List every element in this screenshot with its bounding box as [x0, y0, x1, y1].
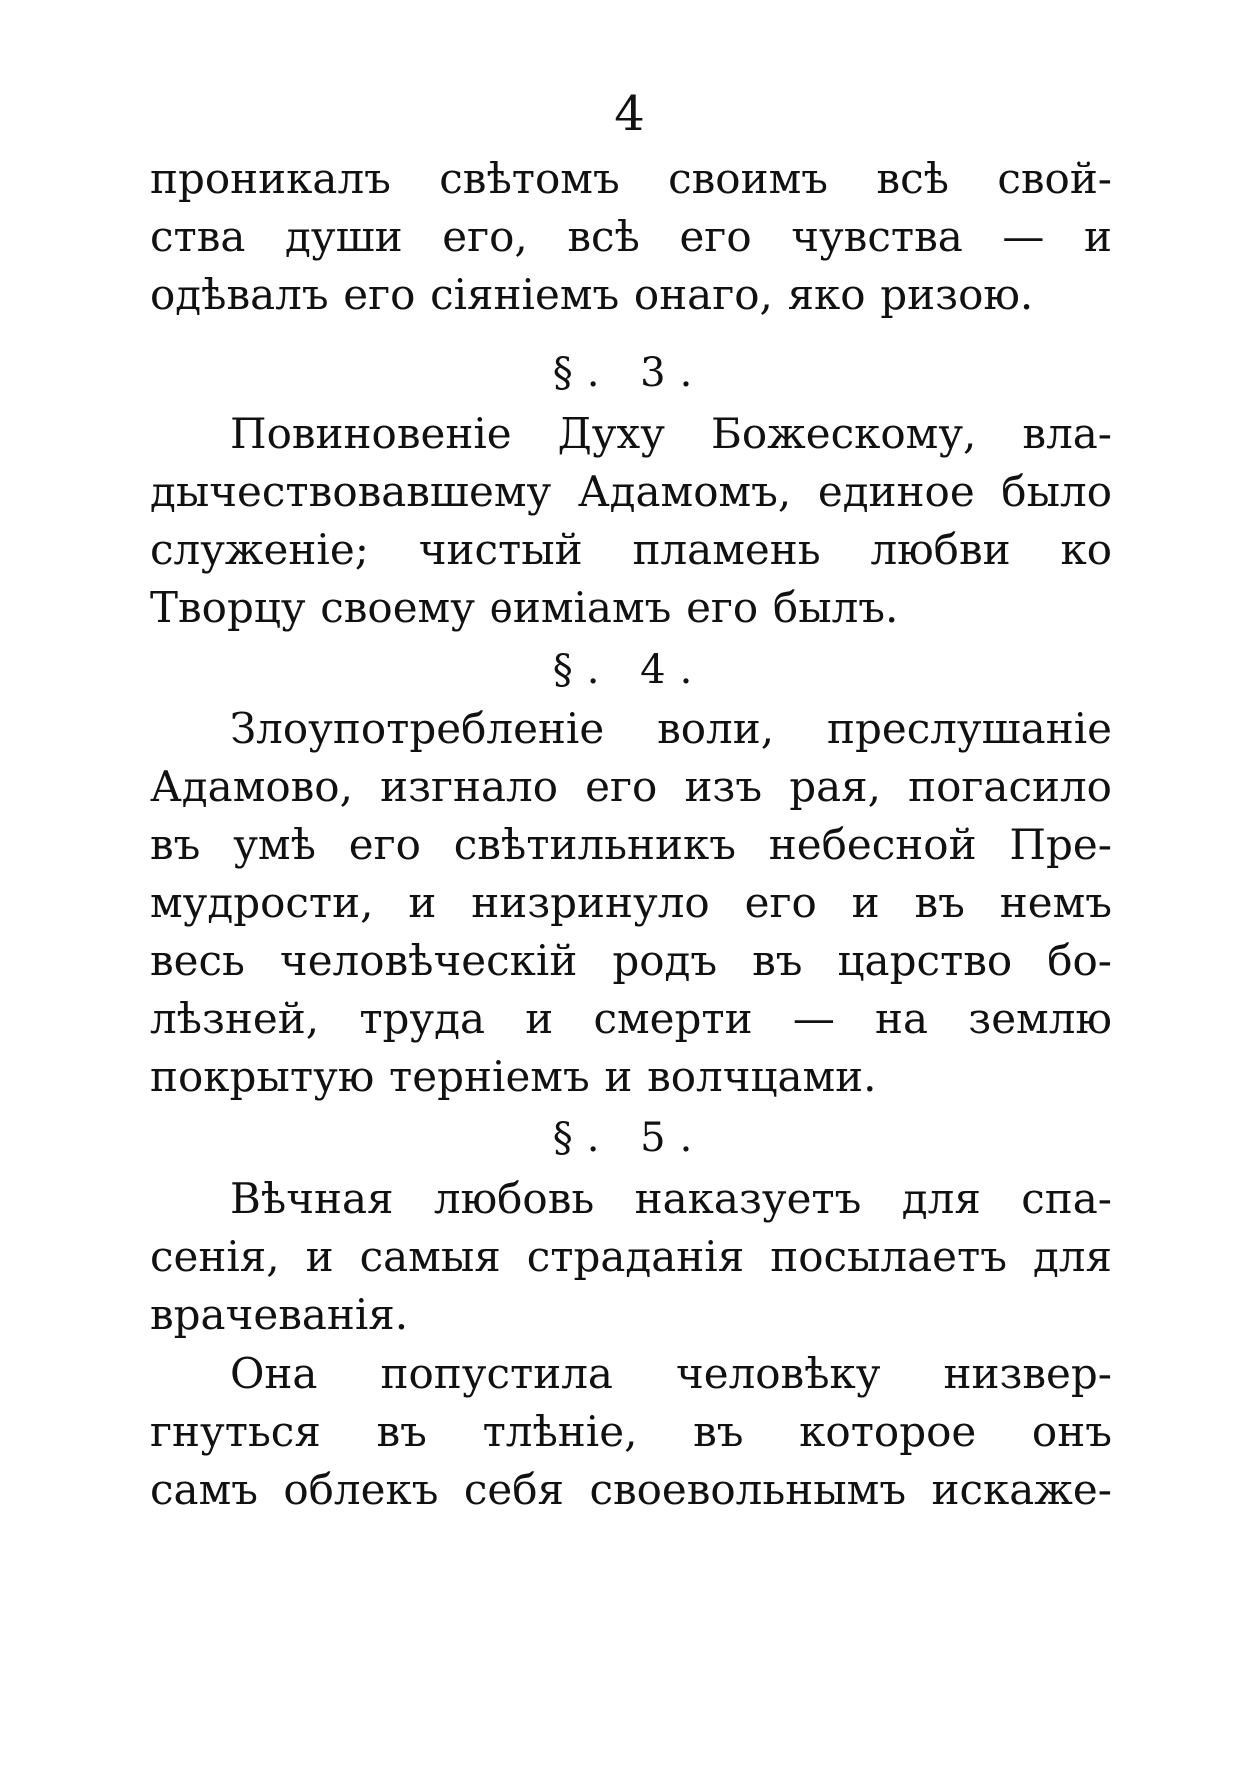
word: Повиновеніе: [230, 409, 512, 458]
word: изъ: [684, 762, 763, 811]
word: себя: [463, 1465, 565, 1514]
word: въ: [752, 936, 803, 985]
section-5-paragraph-1: [150, 1170, 1112, 1344]
word: самыя: [359, 1232, 501, 1281]
word: труда: [359, 994, 486, 1043]
word: врачеванія.: [150, 1290, 409, 1339]
word: его: [744, 878, 817, 927]
word: служеніе;: [150, 525, 369, 574]
word: въ: [693, 1407, 744, 1456]
word: Вѣчная: [230, 1174, 394, 1223]
word: искаже-: [931, 1465, 1112, 1514]
text-line: [150, 1170, 1112, 1228]
word: своему: [320, 583, 475, 632]
word: чувства: [791, 212, 963, 261]
text-line: [150, 579, 1112, 637]
word: его: [679, 212, 752, 261]
word: самъ: [150, 1465, 258, 1514]
section-5-paragraph-2: [150, 1345, 1112, 1519]
word: въ: [376, 1407, 427, 1456]
word: преслушаніе: [826, 704, 1112, 753]
word: и: [604, 1052, 633, 1101]
word: Пре-: [1009, 820, 1112, 869]
word: и: [305, 1232, 334, 1281]
word: наказуетъ: [634, 1174, 862, 1223]
word: ства: [150, 212, 246, 261]
text-line: [150, 816, 1112, 874]
word: было: [1001, 467, 1112, 516]
word: Злоупотребленіе: [230, 704, 605, 753]
word: всѣ: [876, 154, 949, 203]
word: смерти: [593, 994, 753, 1043]
word: вла-: [1022, 409, 1112, 458]
word: и: [1083, 212, 1112, 261]
text-line: [150, 208, 1112, 266]
word: изгнало: [380, 762, 558, 811]
word: и: [525, 994, 554, 1043]
word: человѣку: [675, 1349, 881, 1398]
text-line: [150, 521, 1112, 579]
text-line: [150, 1345, 1112, 1403]
word: дычествовавшему: [150, 467, 552, 516]
word: сіяніемъ: [430, 270, 620, 319]
word: погасило: [908, 762, 1112, 811]
text-line: [150, 758, 1112, 816]
word: его: [686, 583, 759, 632]
text-line: [150, 463, 1112, 521]
word: покрытую: [150, 1052, 375, 1101]
text-line: [150, 700, 1112, 758]
word: единое: [817, 467, 975, 516]
word: ко: [1060, 525, 1112, 574]
word: —: [1002, 212, 1045, 261]
page-number: 4: [614, 86, 645, 142]
word: свѣтомъ: [439, 154, 620, 203]
word: Она: [230, 1349, 318, 1398]
word: Творцу: [150, 583, 306, 632]
word: его,: [442, 212, 528, 261]
word: воли,: [657, 704, 775, 753]
word: царство: [837, 936, 1013, 985]
section-heading-5: §. 5.: [552, 1115, 707, 1161]
word: чистый: [418, 525, 583, 574]
word: Адамово,: [150, 762, 353, 811]
word: низринуло: [471, 878, 710, 927]
word: Божескому,: [710, 409, 977, 458]
paragraph-continuation: [150, 150, 1112, 324]
word: лѣзней,: [150, 994, 320, 1043]
text-line: [150, 1403, 1112, 1461]
text-line: [150, 932, 1112, 990]
word: въ: [150, 820, 201, 869]
word: сенія,: [150, 1232, 280, 1281]
word: волчцами.: [647, 1052, 877, 1101]
word: ѳиміамъ: [489, 583, 672, 632]
word: тлѣніе,: [482, 1407, 638, 1456]
word: его: [348, 820, 421, 869]
word: его: [343, 270, 416, 319]
word: всѣ: [567, 212, 640, 261]
word: и: [851, 878, 880, 927]
word: онъ: [1031, 1407, 1112, 1456]
word: любви: [870, 525, 1011, 574]
word: яко: [787, 270, 866, 319]
word: облекъ: [283, 1465, 439, 1514]
section-heading-3: §. 3.: [552, 350, 707, 396]
word: ризою.: [880, 270, 1034, 319]
text-line: [150, 1048, 1112, 1106]
word: терніемъ: [389, 1052, 590, 1101]
word: свой-: [997, 154, 1112, 203]
word: его: [585, 762, 658, 811]
word: на: [875, 994, 929, 1043]
text-line: [150, 1461, 1112, 1519]
word: страданія: [526, 1232, 745, 1281]
word: пламень: [632, 525, 821, 574]
section-4-paragraph: [150, 700, 1112, 1106]
word: гнуться: [150, 1407, 321, 1456]
text-line: [150, 990, 1112, 1048]
text-line: [150, 266, 1112, 324]
word: любовь: [433, 1174, 595, 1223]
word: землю: [968, 994, 1112, 1043]
word: умѣ: [233, 820, 316, 869]
word: и: [408, 878, 437, 927]
word: души: [285, 212, 403, 261]
word: Адамомъ,: [577, 467, 792, 516]
word: былъ.: [772, 583, 899, 632]
word: для: [1032, 1232, 1112, 1281]
word: которое: [799, 1407, 977, 1456]
word: одѣвалъ: [150, 270, 329, 319]
word: низвер-: [943, 1349, 1112, 1398]
word: своевольнымъ: [589, 1465, 907, 1514]
text-line: [150, 1286, 1112, 1344]
word: проникалъ: [150, 154, 391, 203]
word: попустила: [380, 1349, 613, 1398]
word: бо-: [1047, 936, 1112, 985]
word: для: [901, 1174, 981, 1223]
text-line: [150, 150, 1112, 208]
word: родъ: [612, 936, 718, 985]
word: онаго,: [633, 270, 773, 319]
word: мудрости,: [150, 878, 374, 927]
word: рая,: [789, 762, 881, 811]
word: свѣтильникъ: [453, 820, 736, 869]
word: спа-: [1021, 1174, 1112, 1223]
section-heading-4: §. 4.: [552, 647, 707, 693]
word: посылаетъ: [770, 1232, 1007, 1281]
word: человѣческій: [279, 936, 578, 985]
word: въ: [914, 878, 965, 927]
text-line: [150, 1228, 1112, 1286]
text-line: [150, 874, 1112, 932]
word: —: [792, 994, 835, 1043]
word: весь: [150, 936, 245, 985]
word: немъ: [999, 878, 1112, 927]
section-3-paragraph: [150, 405, 1112, 637]
text-line: [150, 405, 1112, 463]
word: Духу: [557, 409, 665, 458]
word: небесной: [768, 820, 977, 869]
word: своимъ: [668, 154, 828, 203]
